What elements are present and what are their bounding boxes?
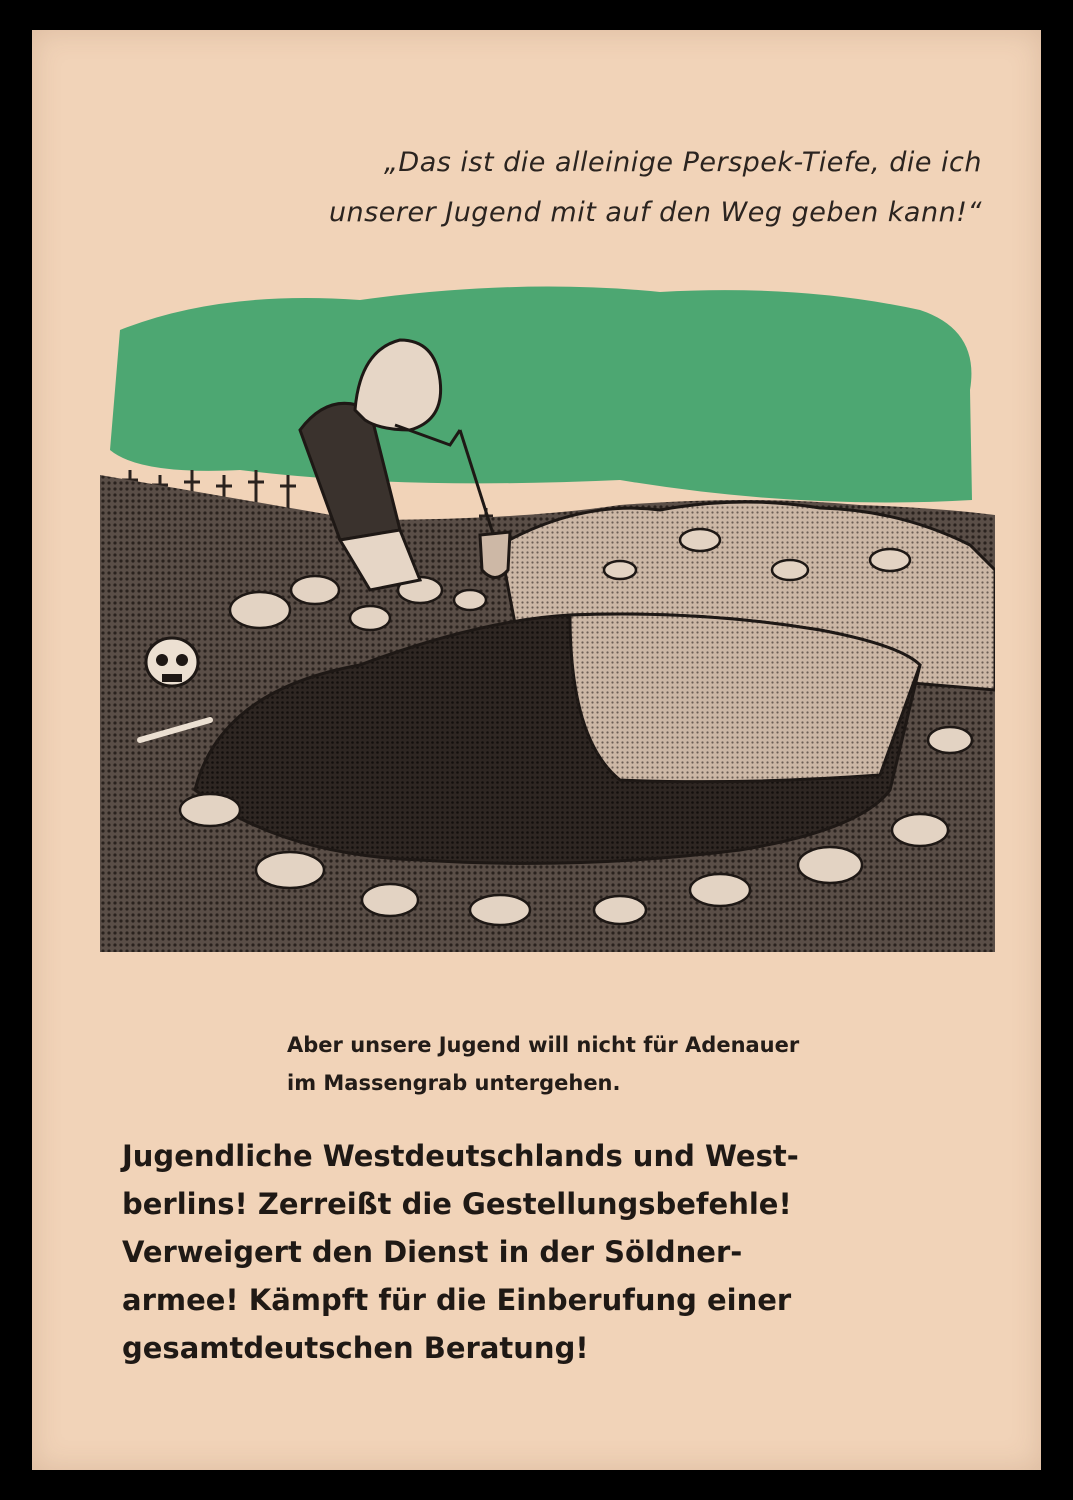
appeal-line: armee! Kämpft für die Einberufung einer [122, 1283, 792, 1317]
appeal-line: Verweigert den Dienst in der Söldner- [122, 1235, 743, 1269]
quote-line: „Das ist die alleinige Perspek-Tiefe, die ich [383, 147, 982, 178]
appeal-line: berlins! Zerreißt die Gestellungsbefehle! [122, 1187, 792, 1221]
caption-line: im Massengrab untergehen. [287, 1071, 621, 1095]
gravedigger-illustration [100, 270, 995, 952]
quote-line: unserer Jugend mit auf den Weg geben kann!“ [328, 197, 982, 228]
skull-icon [146, 638, 198, 686]
appeal-line: Jugendliche Westdeutschlands und West- [122, 1139, 799, 1173]
quote-text [252, 138, 982, 238]
caption-line: Aber unsere Jugend will nicht für Adenauer [287, 1033, 800, 1057]
appeal-text [122, 1132, 1002, 1372]
leaflet-card [32, 30, 1041, 1470]
appeal-line: gesamtdeutschen Beratung! [122, 1331, 589, 1365]
caption-text [287, 1026, 1007, 1102]
sky-wash [110, 287, 972, 503]
